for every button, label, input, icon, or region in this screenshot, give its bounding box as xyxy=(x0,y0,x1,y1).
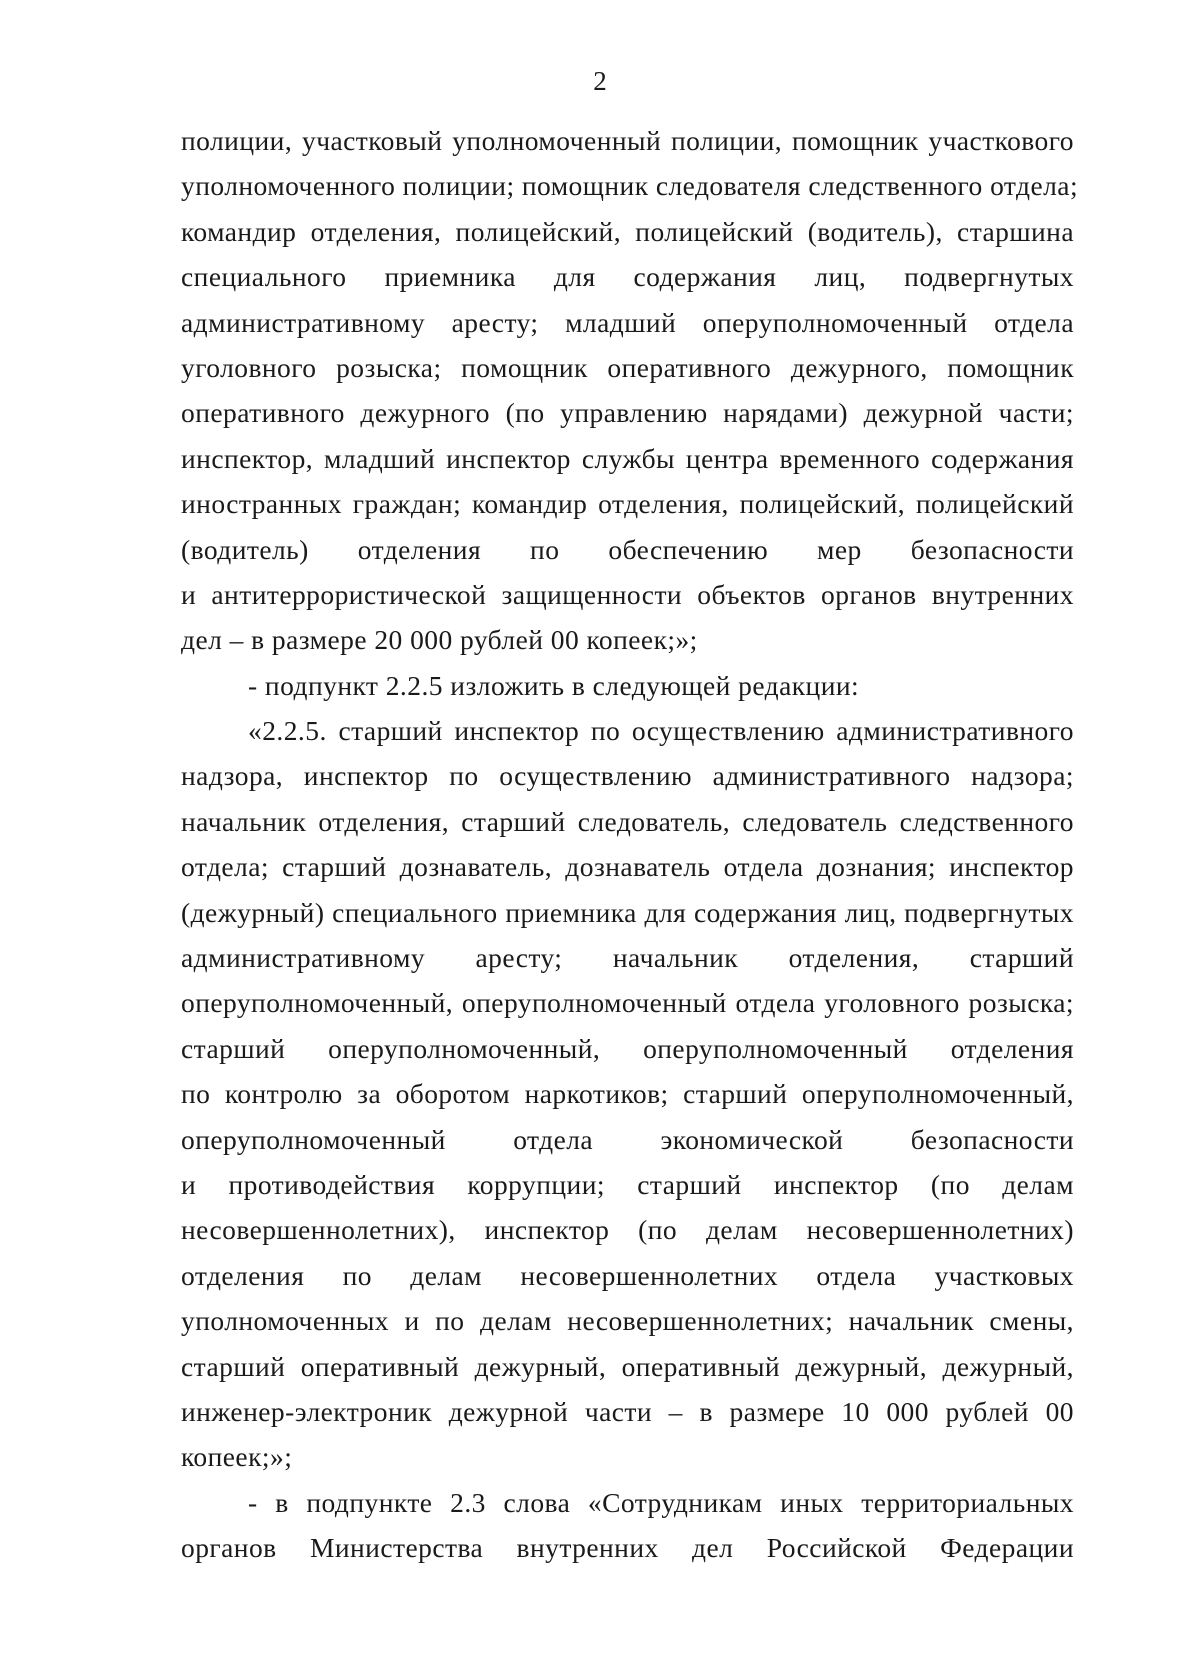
text-line: (дежурный) специального приемника для содержания лиц, подвергнутых xyxy=(181,896,1074,928)
text-line: полиции, участковый уполномоченный полиции, помощник участкового xyxy=(181,125,1074,156)
text-line: уголовного розыска; помощник оперативного дежурного, помощник xyxy=(181,351,1074,383)
text-line: (водитель) отделения по обеспечению мер безопасности xyxy=(181,533,1074,565)
text-line: отделения по делам несовершеннолетних отдела участковых xyxy=(181,1259,1074,1291)
text-line: начальник отделения, старший следователь, следователь следственного xyxy=(181,805,1074,837)
text-line: административному аресту; начальник отделения, старший xyxy=(181,942,1074,974)
page-number: 2 xyxy=(593,66,607,96)
text-line: и антитеррористической защищенности объектов органов внутренних xyxy=(181,578,1074,610)
text-line: органов Министерства внутренних дел Российской Федерации xyxy=(181,1532,1074,1564)
text-line: - подпункт 2.2.5 изложить в следующей редакции: xyxy=(248,669,860,701)
document-body xyxy=(181,118,1079,1571)
text-line: «2.2.5. старший инспектор по осуществлению административного xyxy=(248,715,1074,747)
text-line: старший оперативный дежурный, оперативный дежурный, дежурный, xyxy=(181,1350,1074,1382)
text-line: оперативного дежурного (по управлению нарядами) дежурной части; xyxy=(181,397,1074,429)
text-line: отдела; старший дознаватель, дознаватель отдела дознания; инспектор xyxy=(181,851,1074,883)
text-line: инспектор, младший инспектор службы центра временного содержания xyxy=(181,442,1074,474)
text-line: копеек;»; xyxy=(181,1441,293,1473)
text-line: инженер-электроник дежурной части – в размере 10 000 рублей 00 xyxy=(181,1395,1074,1427)
text-line: специального приемника для содержания лиц, подвергнутых xyxy=(181,261,1074,293)
text-line: - в подпункте 2.3 слова «Сотрудникам иных территориальных xyxy=(248,1486,1074,1518)
text-line: оперуполномоченный отдела экономической безопасности xyxy=(181,1123,1074,1155)
text-line: и противодействия коррупции; старший инспектор (по делам xyxy=(181,1168,1074,1200)
text-line: старший оперуполномоченный, оперуполномоченный отделения xyxy=(181,1032,1074,1064)
text-line: иностранных граждан; командир отделения, полицейский, полицейский xyxy=(181,488,1074,520)
text-line: по контролю за оборотом наркотиков; старший оперуполномоченный, xyxy=(181,1078,1074,1110)
text-line: оперуполномоченный, оперуполномоченный отдела уголовного розыска; xyxy=(181,987,1074,1019)
text-line: надзора, инспектор по осуществлению административного надзора; xyxy=(181,760,1074,792)
text-line: дел – в размере 20 000 рублей 00 копеек;»; xyxy=(181,624,698,656)
text-line: командир отделения, полицейский, полицейский (водитель), старшина xyxy=(181,215,1074,247)
text-line: уполномоченных и по делам несовершеннолетних; начальник смены, xyxy=(181,1305,1074,1337)
text-line: несовершеннолетних), инспектор (по делам несовершеннолетних) xyxy=(181,1214,1074,1246)
text-line: уполномоченного полиции; помощник следователя следственного отдела; xyxy=(181,170,1079,202)
text-line: административному аресту; младший оперуполномоченный отдела xyxy=(181,306,1074,338)
